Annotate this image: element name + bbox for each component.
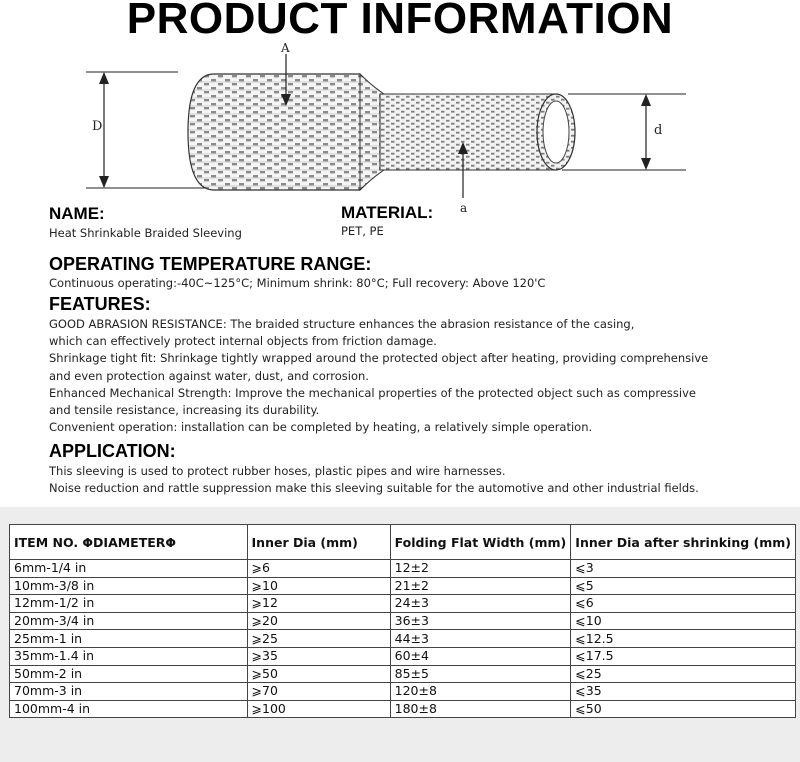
label-A: A bbox=[281, 41, 290, 55]
table-cell: ⩾70 bbox=[247, 683, 390, 701]
table-cell: ⩾10 bbox=[247, 577, 390, 595]
material-value: PET, PE bbox=[341, 224, 384, 238]
application-line: This sleeving is used to protect rubber hoses, plastic pipes and wire harnesses. bbox=[49, 464, 506, 478]
features-line: Enhanced Mechanical Strength: Improve the mechanical properties of the protected object such as compressive bbox=[49, 385, 696, 400]
table-cell: ⩽17.5 bbox=[571, 647, 796, 665]
table-row bbox=[10, 577, 796, 595]
table-cell: 6mm-1/4 in bbox=[10, 560, 248, 578]
features-list bbox=[49, 316, 769, 436]
temperature-value: Continuous operating:-40C~125°C; Minimum shrink: 80°C; Full recovery: Above 120'C bbox=[49, 276, 546, 290]
spec-table bbox=[9, 524, 796, 718]
features-heading: FEATURES: bbox=[49, 294, 151, 314]
table-cell: 12±2 bbox=[390, 560, 571, 578]
table-cell: 44±3 bbox=[390, 630, 571, 648]
temperature-heading: OPERATING TEMPERATURE RANGE: bbox=[49, 254, 372, 274]
small-sleeve bbox=[380, 94, 556, 170]
table-header-row bbox=[10, 525, 796, 560]
table-cell: ⩽12.5 bbox=[571, 630, 796, 648]
label-D: D bbox=[92, 119, 103, 134]
table-cell: 85±5 bbox=[390, 665, 571, 683]
material-heading: MATERIAL: bbox=[341, 203, 434, 222]
arrow-down-small-icon bbox=[641, 158, 651, 170]
table-cell: ⩾100 bbox=[247, 700, 390, 718]
sleeving-diagram bbox=[0, 38, 800, 218]
features-line: GOOD ABRASION RESISTANCE: The braided structure enhances the abrasion resistance of the casing, bbox=[49, 317, 635, 331]
features-line: Convenient operation: installation can be completed by heating, a relatively simple operation. bbox=[49, 420, 593, 435]
table-row bbox=[10, 700, 796, 718]
table-cell: ⩾35 bbox=[247, 647, 390, 665]
table-row bbox=[10, 595, 796, 613]
table-cell: 35mm-1.4 in bbox=[10, 647, 248, 665]
label-d: d bbox=[654, 123, 663, 138]
arrow-up-icon bbox=[99, 72, 109, 84]
table-cell: 10mm-3/8 in bbox=[10, 577, 248, 595]
name-value: Heat Shrinkable Braided Sleeving bbox=[49, 226, 242, 240]
application-list bbox=[49, 463, 769, 497]
table-cell: 50mm-2 in bbox=[10, 665, 248, 683]
column-header-flat-width: Folding Flat Width (mm) bbox=[390, 525, 571, 560]
table-row bbox=[10, 612, 796, 630]
table-cell: ⩽50 bbox=[571, 700, 796, 718]
table-cell: ⩾6 bbox=[247, 560, 390, 578]
table-cell: ⩽35 bbox=[571, 683, 796, 701]
table-cell: 180±8 bbox=[390, 700, 571, 718]
name-heading: NAME: bbox=[49, 204, 105, 223]
features-line: and even protection against water, dust, and corrosion. bbox=[49, 368, 369, 383]
table-row bbox=[10, 630, 796, 648]
table-cell: ⩽5 bbox=[571, 577, 796, 595]
features-line: and tensile resistance, increasing its durability. bbox=[49, 403, 320, 418]
features-line: which can effectively protect internal objects from friction damage. bbox=[49, 334, 437, 349]
label-a: a bbox=[460, 201, 468, 215]
table-cell: ⩾25 bbox=[247, 630, 390, 648]
application-line: Noise reduction and rattle suppression make this sleeving suitable for the automotive and other industrial fields. bbox=[49, 481, 699, 496]
table-cell: 24±3 bbox=[390, 595, 571, 613]
table-cell: ⩽10 bbox=[571, 612, 796, 630]
table-cell: 12mm-1/2 in bbox=[10, 595, 248, 613]
application-heading: APPLICATION: bbox=[49, 441, 176, 461]
page-title: PRODUCT INFORMATION bbox=[126, 0, 674, 43]
column-header-shrunk-dia: Inner Dia after shrinking (mm) bbox=[571, 525, 796, 560]
table-cell: ⩽6 bbox=[571, 595, 796, 613]
arrow-down-icon bbox=[99, 176, 109, 188]
column-header-item: ITEM NO. ΦDIAMETERΦ bbox=[10, 525, 248, 560]
table-cell: ⩾12 bbox=[247, 595, 390, 613]
table-cell: ⩾50 bbox=[247, 665, 390, 683]
table-cell: ⩽3 bbox=[571, 560, 796, 578]
table-cell: 21±2 bbox=[390, 577, 571, 595]
table-cell: 100mm-4 in bbox=[10, 700, 248, 718]
table-cell: ⩾20 bbox=[247, 612, 390, 630]
table-row bbox=[10, 647, 796, 665]
table-cell: 120±8 bbox=[390, 683, 571, 701]
table-row bbox=[10, 665, 796, 683]
table-cell: 36±3 bbox=[390, 612, 571, 630]
table-cell: 70mm-3 in bbox=[10, 683, 248, 701]
column-header-inner-dia: Inner Dia (mm) bbox=[247, 525, 390, 560]
arrow-up-small-icon bbox=[641, 94, 651, 106]
table-cell: 20mm-3/4 in bbox=[10, 612, 248, 630]
table-cell: 60±4 bbox=[390, 647, 571, 665]
table-row bbox=[10, 560, 796, 578]
table-row bbox=[10, 683, 796, 701]
features-line: Shrinkage tight fit: Shrinkage tightly wrapped around the protected object after heating, providing comprehensive bbox=[49, 351, 709, 366]
table-cell: 25mm-1 in bbox=[10, 630, 248, 648]
large-sleeve bbox=[188, 74, 372, 190]
table-cell: ⩽25 bbox=[571, 665, 796, 683]
